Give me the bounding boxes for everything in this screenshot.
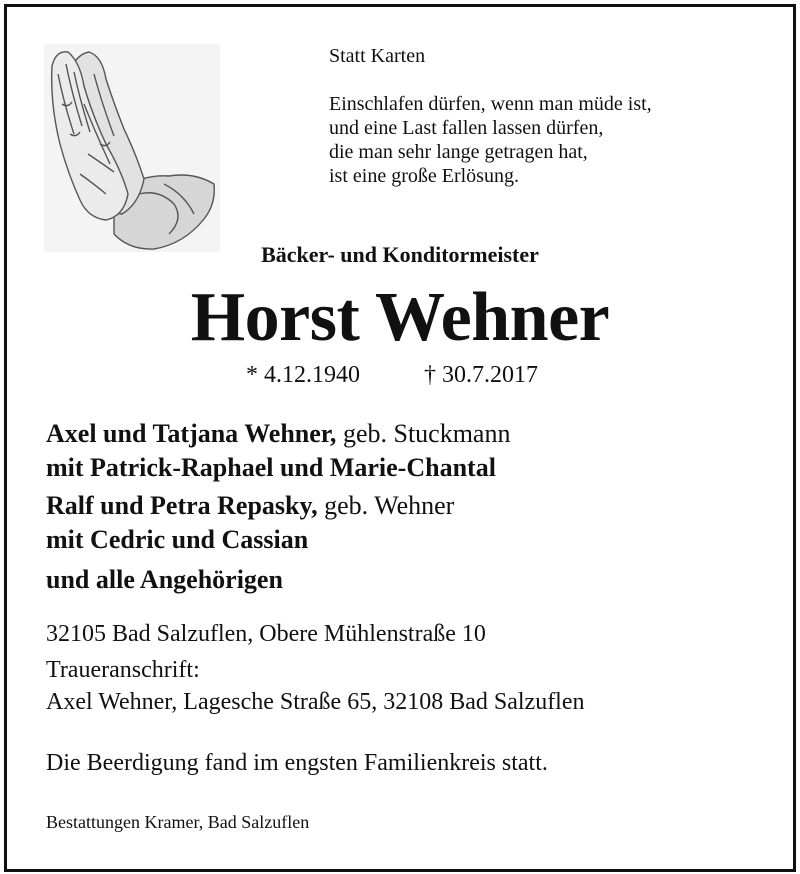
poem-line: ist eine große Erlösung. xyxy=(329,165,519,187)
funeral-note: Die Beerdigung fand im engsten Familienkreis statt. xyxy=(46,750,548,776)
mourner-line: mit Cedric und Cassian xyxy=(46,525,309,554)
poem-line: Einschlafen dürfen, wenn man müde ist, xyxy=(329,93,652,115)
mourning-address: Axel Wehner, Lagesche Straße 65, 32108 Bad Salzuflen xyxy=(46,689,585,715)
death-date: † 30.7.2017 xyxy=(424,362,538,388)
praying-hands-icon xyxy=(44,44,220,252)
mourner-line: und alle Angehörigen xyxy=(46,565,283,594)
profession-title: Bäcker- und Konditormeister xyxy=(261,242,539,267)
statt-karten-label: Statt Karten xyxy=(329,45,426,67)
mourner-line: mit Patrick-Raphael und Marie-Chantal xyxy=(46,453,496,482)
deceased-name: Horst Wehner xyxy=(190,279,610,356)
mourning-address-label: Traueranschrift: xyxy=(46,657,200,683)
poem-line: und eine Last fallen lassen dürfen, xyxy=(329,117,604,139)
residence-address: 32105 Bad Salzuflen, Obere Mühlenstraße 10 xyxy=(46,621,486,647)
mourner-line: Axel und Tatjana Wehner, geb. Stuckmann xyxy=(46,419,511,448)
mourner-line: Ralf und Petra Repasky, geb. Wehner xyxy=(46,491,455,520)
birth-date: * 4.12.1940 xyxy=(246,362,360,388)
poem xyxy=(329,92,652,188)
undertaker-credit: Bestattungen Kramer, Bad Salzuflen xyxy=(46,812,310,832)
poem-line: die man sehr lange getragen hat, xyxy=(329,141,588,163)
